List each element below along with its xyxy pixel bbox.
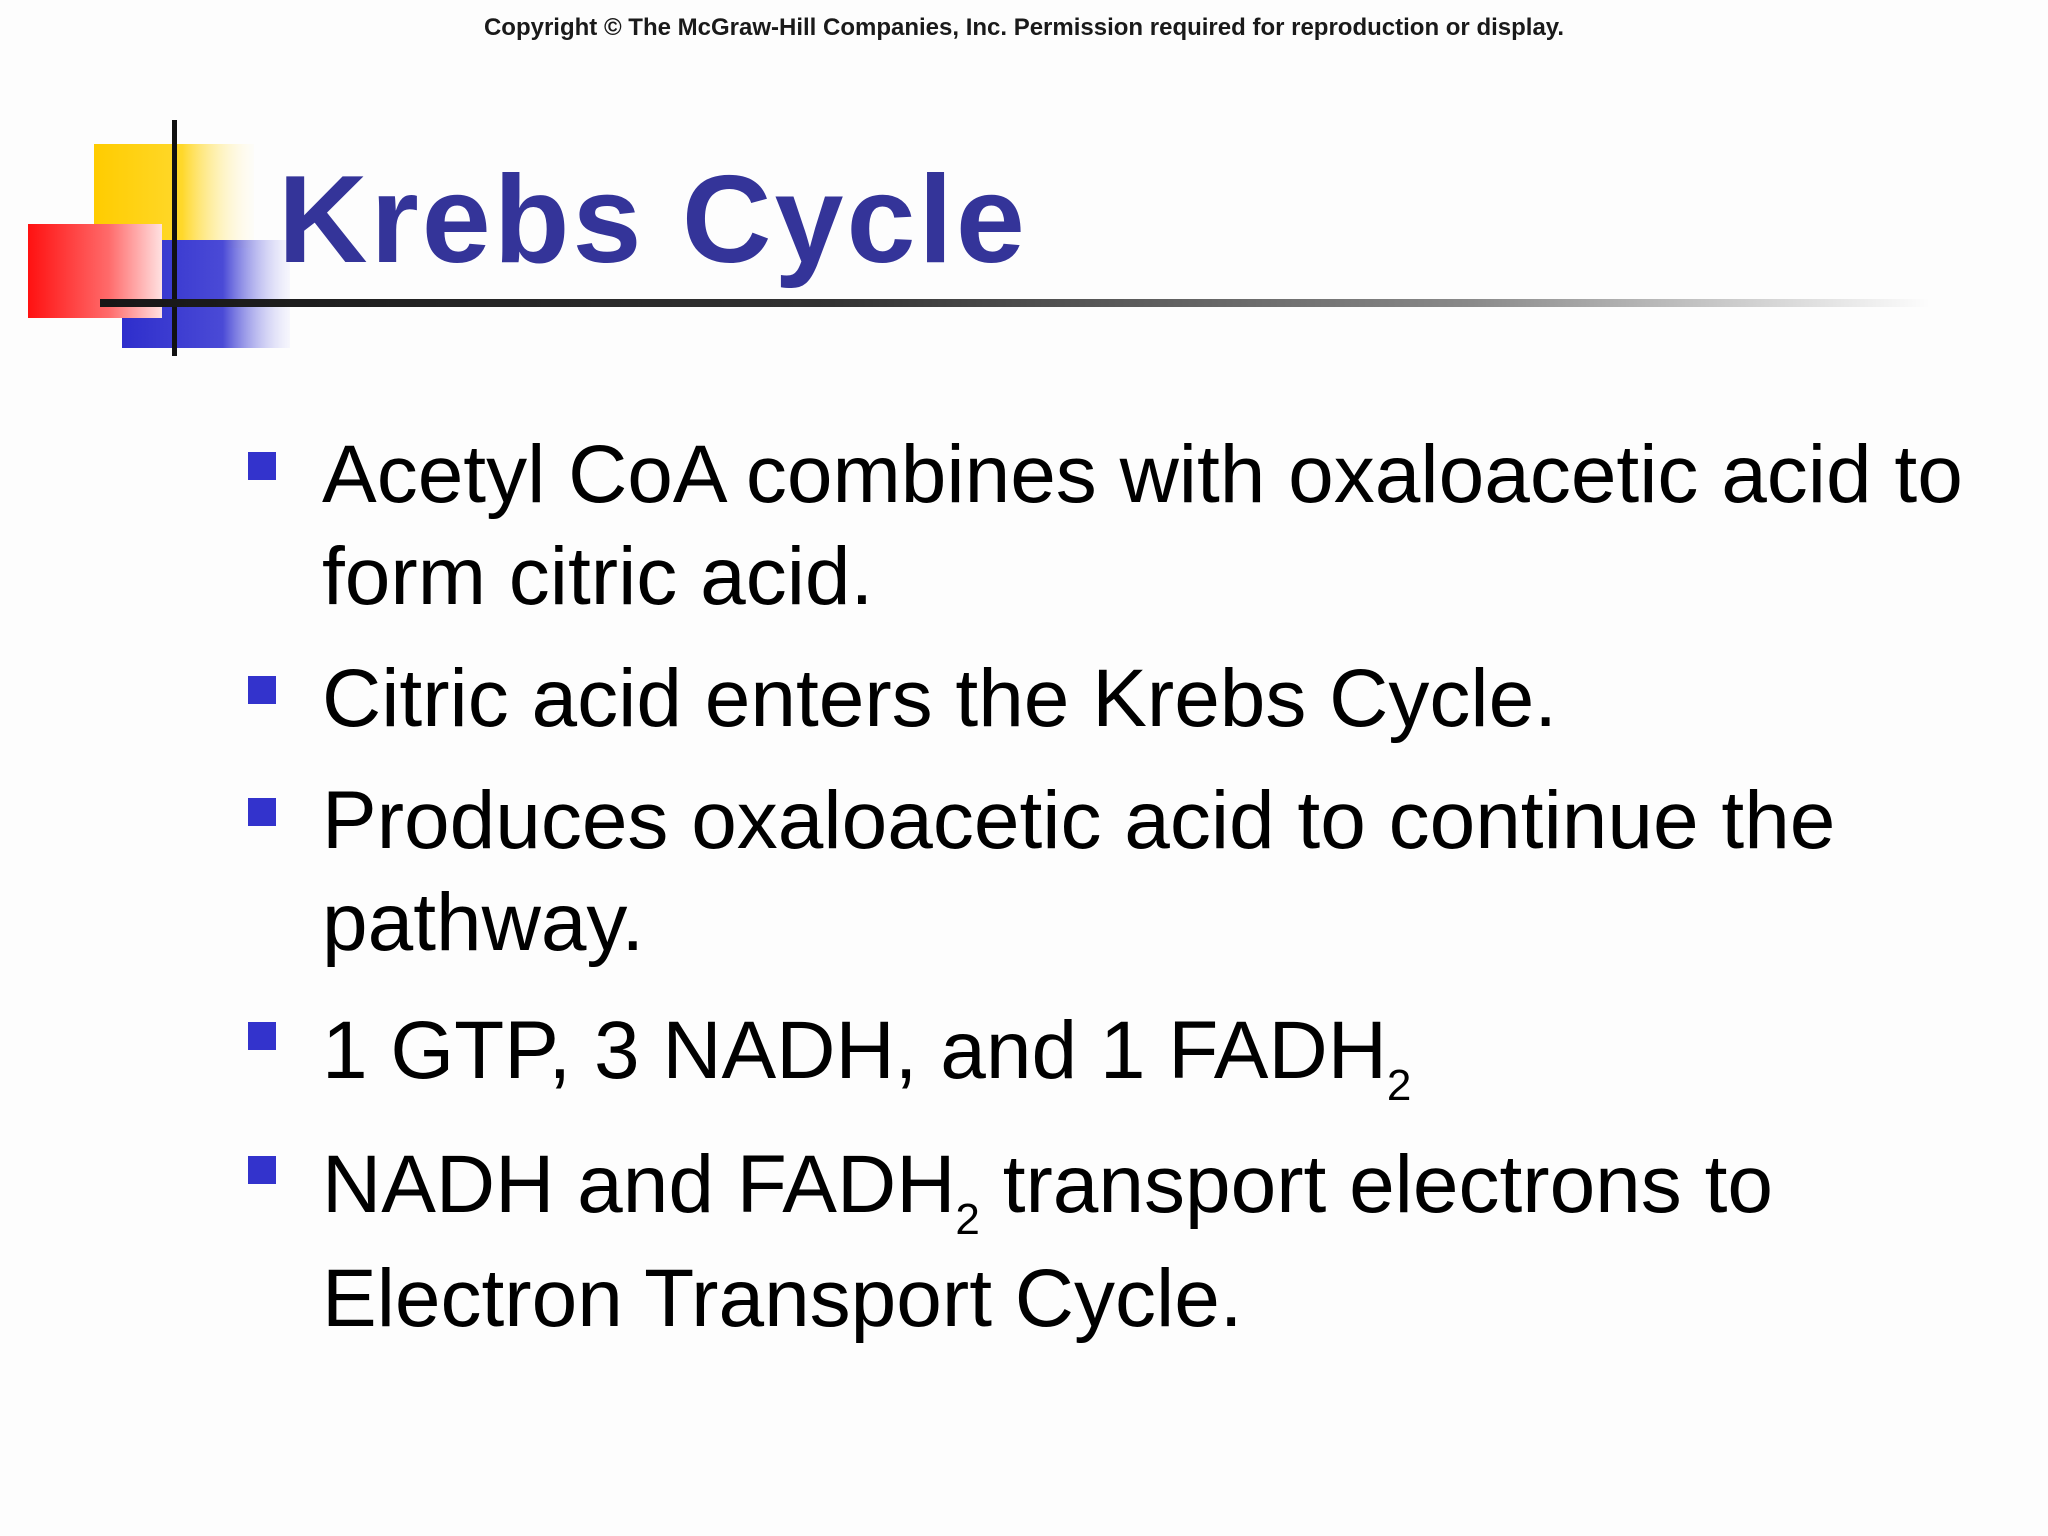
subscript: 2 [955,1195,980,1244]
subscript: 2 [1386,1061,1412,1110]
list-item [248,1128,2008,1356]
bullet-square-icon [248,452,276,480]
bullet-text: Acetyl CoA combines with oxaloacetic acid to form citric acid. [322,429,1963,622]
bullet-text: Citric acid enters the Krebs Cycle. [322,653,1558,744]
list-item [248,648,2008,750]
bullet-square-icon [248,676,276,704]
bullet-text: 1 GTP, 3 NADH, and 1 FADH [322,1005,1387,1096]
bullet-square-icon [248,1156,276,1184]
bullet-square-icon [248,798,276,826]
decorative-logo-icon [0,0,320,380]
copyright-notice: Copyright © The McGraw-Hill Companies, Inc. Permission required for reproduction or display. [483,14,1565,41]
bullet-text: Produces oxaloacetic acid to continue the pathway. [322,775,1836,968]
bullet-text: NADH and FADH [322,1139,956,1230]
title-underline [100,299,1930,307]
list-item [248,994,2008,1108]
bullet-text-continued: transport electrons to Electron Transport Cycle. [322,1139,1773,1344]
slide-title: Krebs Cycle [278,151,1028,289]
logo-vertical-line [172,120,177,356]
list-item [248,424,2008,628]
bullet-square-icon [248,1022,276,1050]
bullet-list [248,424,2008,1376]
list-item [248,770,2008,974]
